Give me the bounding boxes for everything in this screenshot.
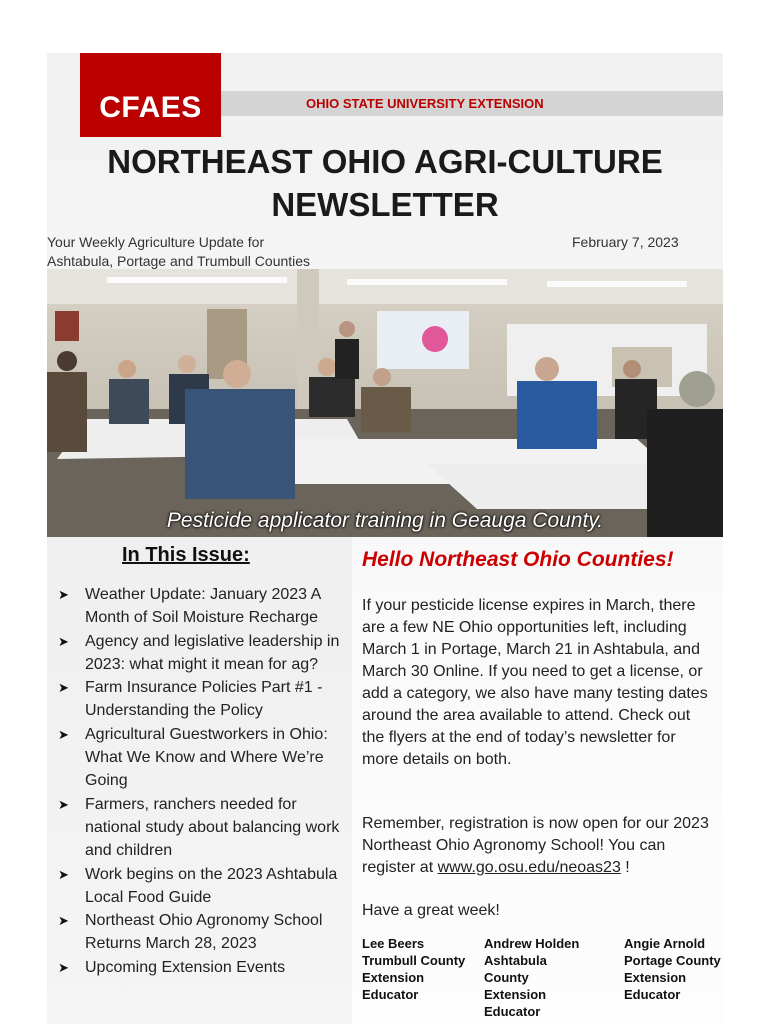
in-this-issue-list xyxy=(58,583,343,979)
issue-item: ➤ Farm Insurance Policies Part #1 - Understanding the Policy xyxy=(58,676,343,723)
newsletter-subtitle xyxy=(47,233,310,271)
arrow-bullet-icon: ➤ xyxy=(58,726,69,742)
issue-item: ➤ Upcoming Extension Events xyxy=(58,956,343,979)
in-this-issue-heading: In This Issue: xyxy=(122,544,250,566)
signature-andrew-holden: Andrew Holden Ashtabula County Extension Educator xyxy=(484,936,580,1019)
arrow-bullet-icon: ➤ xyxy=(58,587,69,602)
registration-paragraph: Remember, registration is now open for our 2023 Northeast Ohio Agronomy School! You can register at www.go.osu.edu/neoas23 ! xyxy=(362,815,709,876)
closing-line: Have a great week! xyxy=(362,902,500,919)
issue-item: ➤ Agricultural Guestworkers in Ohio: What We Know and Where We’re Going xyxy=(58,723,343,793)
title-line-2: NEWSLETTER xyxy=(271,186,499,223)
arrow-bullet-icon: ➤ xyxy=(58,796,69,812)
signature-lee-beers: Lee Beers Trumbull County Extension Educator xyxy=(362,936,466,1002)
newsletter-title xyxy=(47,140,723,226)
issue-item: ➤ Work begins on the 2023 Ashtabula Local Food Guide xyxy=(58,863,343,910)
arrow-bullet-icon: ➤ xyxy=(58,866,69,882)
photo-caption: Pesticide applicator training in Geauga County. xyxy=(166,509,604,532)
arrow-bullet-icon: ➤ xyxy=(58,913,69,929)
signature-angie-arnold: Angie Arnold Portage County Extension Educator xyxy=(624,936,721,1002)
title-line-1: NORTHEAST OHIO AGRI-CULTURE xyxy=(107,143,663,180)
greeting-heading: Hello Northeast Ohio Counties! xyxy=(362,548,674,571)
issue-item: ➤ Northeast Ohio Agronomy School Returns March 28, 2023 xyxy=(58,909,343,956)
issue-date: February 7, 2023 xyxy=(572,234,679,250)
pesticide-paragraph: If your pesticide license expires in March, there are a few NE Ohio opportunities left, including March 1 in Portage, March 21 in Ashtabula, and March 30 Online. If you need to get a license, or add a category, we also have many testing dates around the area available to attend. Check out the flyers at the end of today’s newsletter for more details on both. xyxy=(362,597,708,768)
registration-link[interactable]: www.go.osu.edu/neoas23 xyxy=(437,859,621,876)
org-banner xyxy=(221,91,723,116)
classroom-illustration xyxy=(47,269,723,537)
subtitle-line-1: Your Weekly Agriculture Update for xyxy=(47,234,265,250)
arrow-bullet-icon: ➤ xyxy=(58,959,69,975)
arrow-bullet-icon: ➤ xyxy=(58,633,69,649)
arrow-bullet-icon: ➤ xyxy=(58,680,69,696)
issue-item: ➤ Farmers, ranchers needed for national study about balancing work and children xyxy=(58,793,343,863)
issue-item: ➤ Agency and legislative leadership in 2023: what might it mean for ag? xyxy=(58,630,343,677)
cfaes-logo: CFAES xyxy=(80,53,221,137)
issue-item: ➤ Weather Update: January 2023 A Month of Soil Moisture Recharge xyxy=(58,583,343,630)
org-name: OHIO STATE UNIVERSITY EXTENSION xyxy=(306,96,544,111)
subtitle-line-2: Ashtabula, Portage and Trumbull Counties xyxy=(47,253,311,269)
training-photo xyxy=(47,269,723,537)
